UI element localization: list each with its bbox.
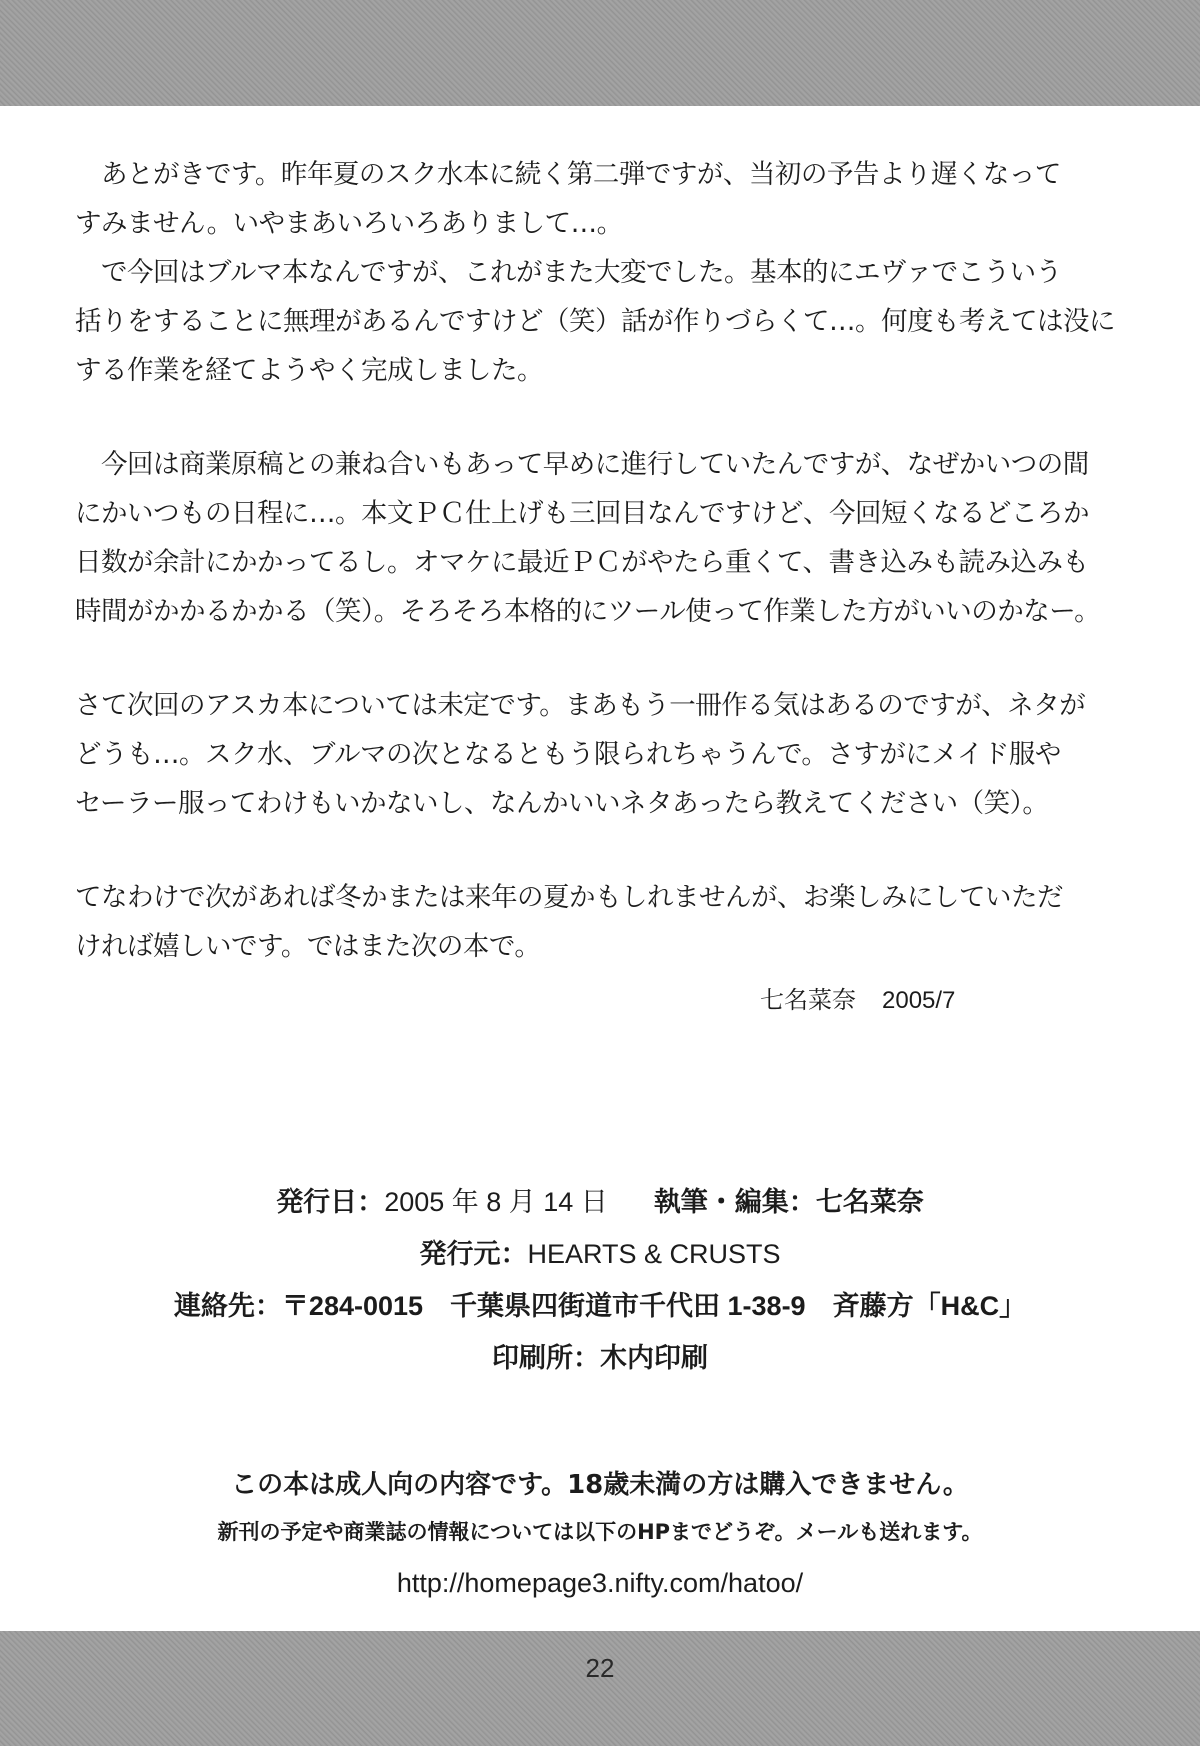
publisher-label: 発行元： bbox=[419, 1239, 528, 1269]
adult-notice: この本は成人向の内容です。18歳未満の方は購入できません。 bbox=[231, 1470, 969, 1500]
afterword-text bbox=[75, 150, 1135, 971]
author-name: 七名菜奈 bbox=[760, 986, 856, 1014]
contact-label: 連絡先： bbox=[173, 1291, 282, 1321]
afterword-line: ければ嬉しいです。ではまた次の本で。 bbox=[75, 931, 541, 962]
afterword-line: さて次回のアスカ本については未定です。まあもう一冊作る気はあるのですが、ネタが bbox=[75, 690, 1086, 721]
publisher-name: HEARTS & CRUSTS bbox=[527, 1239, 781, 1269]
bottom-gray-band bbox=[0, 1631, 1200, 1746]
afterword-line: 時間がかかるかかる（笑）。そろそろ本格的にツール使って作業した方がいいのかなー。 bbox=[75, 596, 1101, 627]
colophon-row-publisher bbox=[0, 1228, 1200, 1280]
contact-address: 〒284-0015 千葉県四街道市千代田 1-38-9 斉藤方「H&C」 bbox=[281, 1291, 1027, 1321]
afterword-line: てなわけで次があれば冬かまたは来年の夏かもしれませんが、お楽しみにしていただ bbox=[75, 882, 1063, 913]
top-gray-band bbox=[0, 0, 1200, 106]
info-notice: 新刊の予定や商業誌の情報については以下のHPまでどうぞ。メールも送れます。 bbox=[217, 1520, 983, 1544]
afterword-line: 括りをすることに無理があるんですけど（笑）話が作りづらくて…。何度も考えては没に bbox=[75, 306, 1115, 337]
afterword-line: で今回はブルマ本なんですが、これがまた大変でした。基本的にエヴァでこういう bbox=[75, 257, 1062, 288]
printer-name: 木内印刷 bbox=[600, 1343, 708, 1373]
colophon-row-contact bbox=[0, 1280, 1200, 1332]
signature bbox=[760, 980, 955, 1015]
colophon-row-issue bbox=[0, 1176, 1200, 1228]
page-number: 22 bbox=[585, 1653, 615, 1683]
editor-label: 執筆・編集： bbox=[653, 1187, 816, 1217]
colophon bbox=[0, 1176, 1200, 1384]
issue-label: 発行日： bbox=[276, 1187, 385, 1217]
editor-name: 七名菜奈 bbox=[815, 1187, 924, 1217]
colophon-row-printer bbox=[0, 1332, 1200, 1384]
afterword-line: 今回は商業原稿との兼ね合いもあって早めに進行していたんですが、なぜかいつの間 bbox=[75, 449, 1089, 480]
afterword-line: すみません。いやまあいろいろありまして…。 bbox=[75, 208, 623, 239]
printer-label: 印刷所： bbox=[492, 1343, 600, 1373]
afterword-line: セーラー服ってわけもいかないし、なんかいいネタあったら教えてください（笑）。 bbox=[75, 788, 1049, 819]
afterword-line: する作業を経てようやく完成しました。 bbox=[75, 355, 543, 386]
homepage-url: http://homepage3.nifty.com/hatoo/ bbox=[396, 1568, 804, 1598]
afterword-line: 日数が余計にかかってるし。オマケに最近ＰＣがやたら重くて、書き込みも読み込みも bbox=[75, 547, 1089, 578]
afterword-line: にかいつもの日程に…。本文ＰＣ仕上げも三回目なんですけど、今回短くなるどころか bbox=[75, 498, 1089, 529]
afterword-line: どうも…。スク水、ブルマの次となるともう限られちゃうんで。さすがにメイド服や bbox=[75, 739, 1061, 770]
signature-date: 2005/7 bbox=[882, 987, 956, 1014]
issue-date: 2005 年 8 月 14 日 bbox=[384, 1187, 608, 1217]
notice bbox=[0, 1460, 1200, 1612]
afterword-line: あとがきです。昨年夏のスク水本に続く第二弾ですが、当初の予告より遅くなって bbox=[75, 159, 1061, 190]
